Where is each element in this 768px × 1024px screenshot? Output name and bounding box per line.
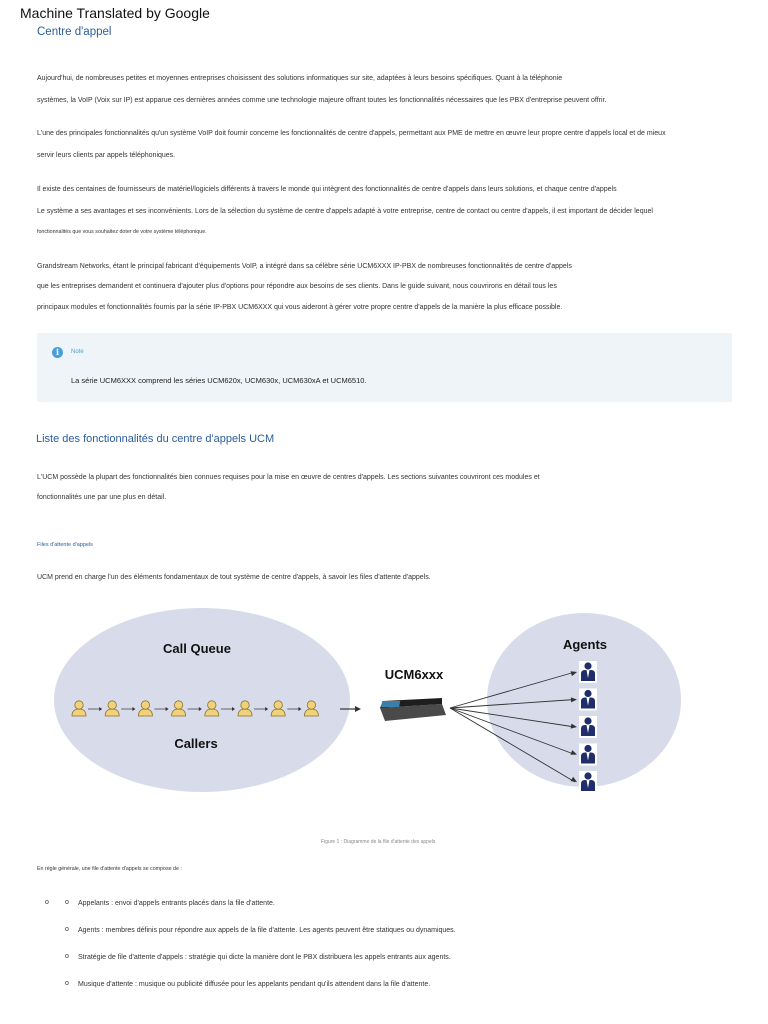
intro-paragraph-3-line-1: Il existe des centaines de fournisseurs de matériel/logiciels différents à travers le monde qui intègrent des fonctionnalités de centre d'appels dans leurs solutions, et chaque centre d'appels [37, 186, 617, 193]
list-intro: En règle générale, une file d'attente d'appels se compose de : [37, 866, 182, 872]
section-paragraph-1-line-1: L'UCM possède la plupart des fonctionnalités bien connues requises pour la mise en œuvre de centres d'appels. Les sections suivantes couvriront ces modules et [37, 474, 540, 481]
intro-paragraph-1-line-1: Aujourd'hui, de nombreuses petites et moyennes entreprises choisissent des solutions informatiques sur site, adaptées à leurs besoins spécifiques. Quant à la téléphonie [37, 75, 563, 82]
list-item-strategy: Stratégie de file d'attente d'appels : stratégie qui dicte la manière dont le PBX distribuera les appels entrants aux agents. [78, 954, 451, 961]
subsection-link-call-queues[interactable]: Files d'attente d'appels [37, 542, 93, 548]
device-label: UCM6xxx [384, 667, 444, 682]
agent-icon [579, 744, 597, 766]
callers-label: Callers [174, 736, 218, 751]
call-queue-ellipse [54, 608, 350, 792]
call-queue-diagram [0, 600, 768, 830]
figure-caption: Figure 1 : Diagramme de la file d'attente des appels [321, 839, 436, 845]
section-title: Liste des fonctionnalités du centre d'appels UCM [36, 433, 275, 445]
list-item-callers: Appelants : envoi d'appels entrants placés dans la file d'attente. [78, 900, 275, 907]
queue-to-device-arrowhead [355, 706, 361, 712]
list-bullet: o [65, 899, 69, 906]
note-text: La série UCM6XXX comprend les séries UCM620x, UCM630x, UCM630xA et UCM6510. [71, 376, 367, 385]
note-label: Note [71, 349, 84, 355]
intro-paragraph-2-line-2: servir leurs clients par appels téléphoniques. [37, 152, 176, 159]
call-queue-label: Call Queue [163, 641, 231, 656]
intro-paragraph-4-line-2: que les entreprises demandent et continuera d'ajouter plus d'options pour répondre aux besoins de ses clients. Dans le guide suivant, nous couvrirons en détail tous les [37, 283, 557, 290]
agent-icon [579, 771, 597, 793]
list-item-music-on-hold: Musique d'attente : musique ou publicité diffusée pour les appelants pendant qu'ils attendent dans la file d'attente. [78, 981, 431, 988]
section-paragraph-2: UCM prend en charge l'un des éléments fondamentaux de tout système de centre d'appels, à savoir les files d'attente d'appels. [37, 574, 431, 581]
intro-paragraph-2-line-1: L'une des principales fonctionnalités qu'un système VoIP doit fournir concerne les fonctionnalités de centre d'appels, permettant aux PME de mettre en œuvre leur propre centre d'appels local et de mieux [37, 130, 666, 137]
intro-paragraph-3-line-2: Le système a ses avantages et ses inconvénients. Lors de la sélection du système de centre d'appels adapté à votre entreprise, centre de contact ou centre d'appels, il est important de décider lequel [37, 208, 653, 215]
agents-column [579, 661, 597, 793]
intro-paragraph-4-line-1: Grandstream Networks, étant le principal fabricant d'équipements VoIP, a intégré dans sa célèbre série UCM6XXX IP-PBX de nombreuses fonctionnalités de centre d'appels [37, 263, 572, 270]
list-bullet: o [65, 953, 69, 960]
agent-icon [579, 716, 597, 738]
ucm-device-icon [380, 698, 446, 721]
note-box [37, 333, 732, 402]
intro-paragraph-3-line-3: fonctionnalités que vous souhaitez doter de votre système téléphonique. [37, 229, 207, 235]
list-bullet: o [65, 980, 69, 987]
outer-bullet: o [45, 899, 49, 906]
list-item-agents: Agents : membres définis pour répondre aux appels de la file d'attente. Les agents peuvent être statiques ou dynamiques. [78, 927, 456, 934]
agent-icon [579, 661, 597, 683]
list-bullet: o [65, 926, 69, 933]
intro-paragraph-1-line-2: systèmes, la VoIP (Voix sur IP) est apparue ces dernières années comme une technologie majeure offrant toutes les fonctionnalités nécessaires que les PBX d'entreprise peuvent offrir. [37, 97, 607, 104]
section-paragraph-1-line-2: fonctionnalités une par une plus en détail. [37, 494, 167, 501]
intro-paragraph-4-line-3: principaux modules et fonctionnalités fournis par la série IP-PBX UCM6XXX qui vous aideront à gérer votre propre centre d'appels de la manière la plus efficace possible. [37, 304, 563, 311]
page-title: Centre d'appel [37, 26, 112, 38]
machine-translation-banner: Machine Translated by Google [20, 5, 210, 21]
agents-label: Agents [562, 637, 608, 652]
info-icon: i [52, 347, 63, 358]
agent-icon [579, 689, 597, 711]
